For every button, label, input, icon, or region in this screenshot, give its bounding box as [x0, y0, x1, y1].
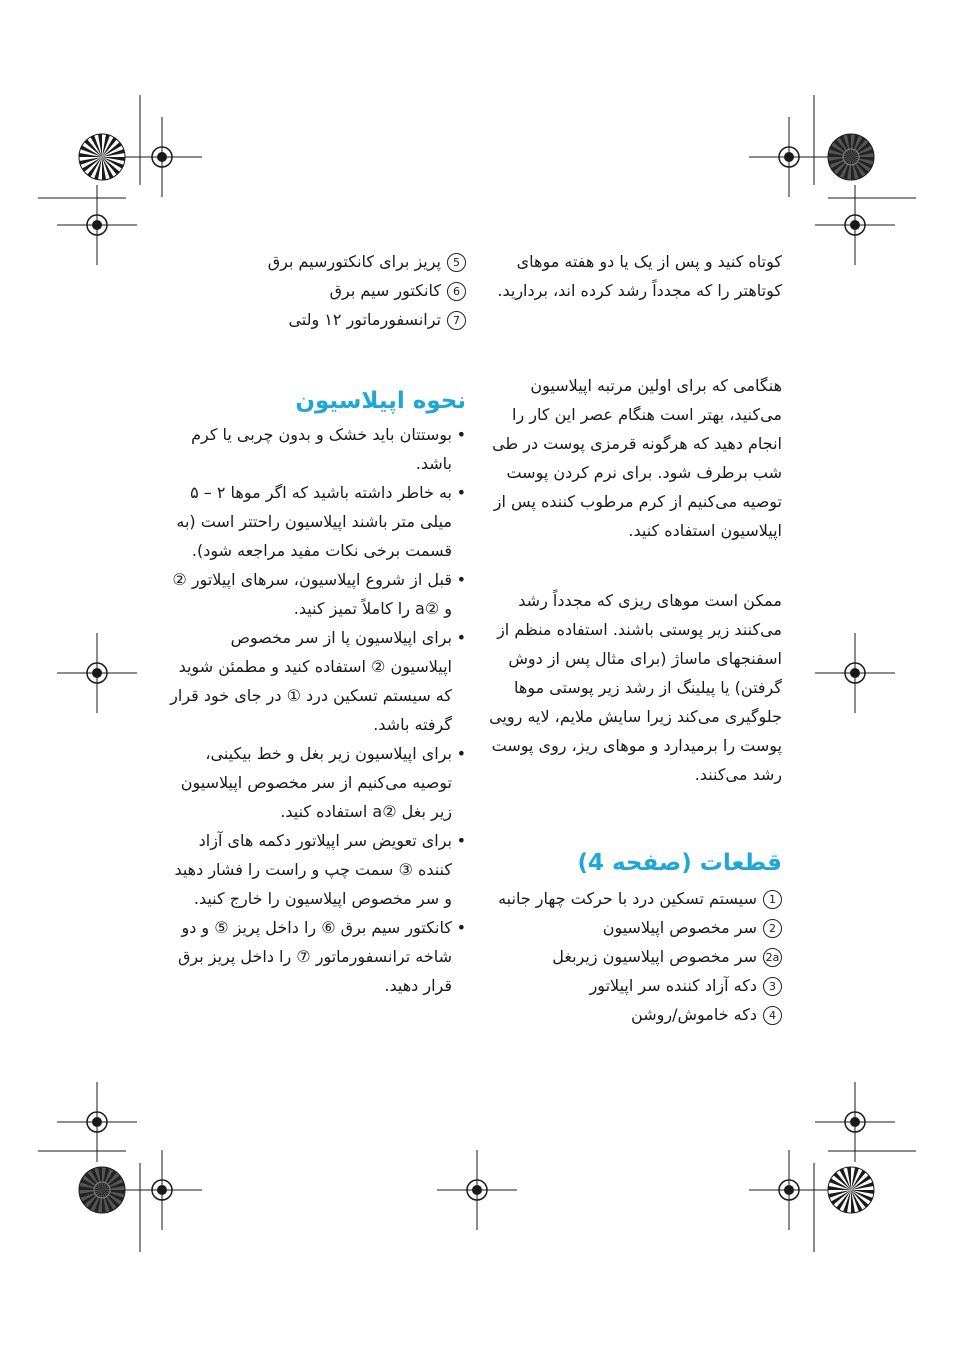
part-item [488, 913, 782, 942]
right-column-para-2 [488, 371, 782, 545]
registration-cross-icon [815, 185, 895, 265]
part-number-badge: 2 [763, 919, 782, 938]
howto-bullets [168, 420, 466, 1000]
bullet-item: • برای اپیلاسیون پا از سر مخصوص اپیلاسیون ② استفاده کنید و مطمئن شوید که سیستم تسکین درد ① در جای خود قرار گرفته باشد. [168, 623, 466, 739]
intro-paragraph-2 [488, 371, 782, 545]
part-number-badge: 6 [447, 282, 466, 301]
registration-cross-icon [57, 185, 137, 265]
registration-cross-icon [57, 1082, 137, 1162]
howto-section [168, 386, 466, 1000]
part-label: پریز برای کانکتورسیم برق [267, 252, 441, 271]
registration-cross-icon [122, 1150, 202, 1230]
part-item [488, 884, 782, 913]
part-item [168, 276, 466, 305]
paragraph-text: ممکن است موهای ریزی که مجدداً رشد می‌کنند زیر پوستی باشند. استفاده منظم از اسفنجهای ماساژ (برای مثال پس از دوش گرفتن) یا پیلینگ از رشد زیر پوستی موها جلوگیری می‌کند زیرا سایش ملایم، لایه رویی پوست را برمیدارد و موهای ریز، روی پوست رشد می‌کنند. [489, 591, 782, 784]
part-number-badge: 3 [763, 977, 782, 996]
part-label: کانکتور سیم برق [329, 281, 441, 300]
bullet-item: • کانکتور سیم برق ⑥ را داخل پریز ⑤ و دو شاخه ترانسفورماتور ⑦ را داخل پریز برق قرار دهید. [168, 913, 466, 1000]
part-number-badge: 7 [447, 311, 466, 330]
intro-paragraph-1 [488, 247, 782, 305]
part-label: سیستم تسکین درد با حرکت چهار جانبه [498, 889, 757, 908]
parts-section [488, 848, 782, 1029]
registration-cross-icon [749, 117, 829, 197]
paragraph-text: کوتاه کنید و پس از یک یا دو هفته موهای کوتاهتر را که مجدداً رشد کرده اند، بردارید. [497, 252, 782, 300]
part-number-badge: 2a [763, 948, 782, 967]
intro-paragraph-3 [488, 586, 782, 789]
parts-list-continued [168, 247, 466, 334]
registration-cross-icon [815, 633, 895, 713]
registration-cross-icon [437, 1150, 517, 1230]
part-number-badge: 1 [763, 890, 782, 909]
starburst-icon [79, 134, 125, 180]
part-label: دکه آزاد کننده سر اپیلاتور [589, 976, 757, 995]
part-number-badge: 4 [763, 1006, 782, 1025]
part-label: سر مخصوص اپیلاسیون [602, 918, 757, 937]
bullet-item: • برای اپیلاسیون زیر بغل و خط بیکینی، توصیه می‌کنیم از سر مخصوص اپیلاسیون زیر بغل ②a استفاده کنید. [168, 739, 466, 826]
part-item [168, 247, 466, 276]
parts-heading: قطعات (صفحه 4) [577, 850, 782, 876]
registration-cross-icon [57, 633, 137, 713]
part-item [488, 971, 782, 1000]
registration-cross-icon [815, 1082, 895, 1162]
registration-cross-icon [749, 1150, 829, 1230]
part-item [488, 942, 782, 971]
part-number-badge: 5 [447, 253, 466, 272]
bullet-item: • به خاطر داشته باشید که اگر موها ۲ – ۵ میلی متر باشند اپیلاسیون راحتتر است (به قسمت برخی نکات مفید مراجعه شود). [168, 478, 466, 565]
part-label: دکه خاموش/روشن [631, 1005, 757, 1024]
registration-cross-icon [122, 117, 202, 197]
howto-heading: نحوه اپیلاسیون [295, 388, 466, 414]
bullet-item: • بوستتان باید خشک و بدون چربی یا کرم باشد. [168, 420, 466, 478]
part-label: ترانسفورماتور ۱۲ ولتی [288, 310, 441, 329]
paragraph-text: هنگامی که برای اولین مرتبه اپیلاسیون می‌کنید، بهتر است هنگام عصر این کار را انجام دهید که هرگونه قرمزی پوست در طی شب برطرف شود. برای نرم کردن پوست توصیه می‌کنیم از کرم مرطوب کننده پس از اپیلاسیون استفاده کنید. [492, 376, 782, 540]
parts-list [488, 884, 782, 1029]
part-label: سر مخصوص اپیلاسیون زیربغل [552, 947, 757, 966]
right-column-para-3 [488, 586, 782, 789]
bullet-item: • برای تعویض سر اپیلاتور دکمه های آزاد کننده ③ سمت چپ و راست را فشار دهید و سر مخصوص اپیلاسیون را خارج کنید. [168, 826, 466, 913]
starburst-icon [79, 1167, 125, 1213]
bullet-item: • قبل از شروع اپیلاسیون، سرهای اپیلاتور ② و ②a را کاملاً تمیز کنید. [168, 565, 466, 623]
right-column [488, 247, 782, 305]
starburst-icon [828, 1167, 874, 1213]
left-column [168, 247, 466, 334]
starburst-icon [828, 134, 874, 180]
part-item [488, 1000, 782, 1029]
part-item [168, 305, 466, 334]
